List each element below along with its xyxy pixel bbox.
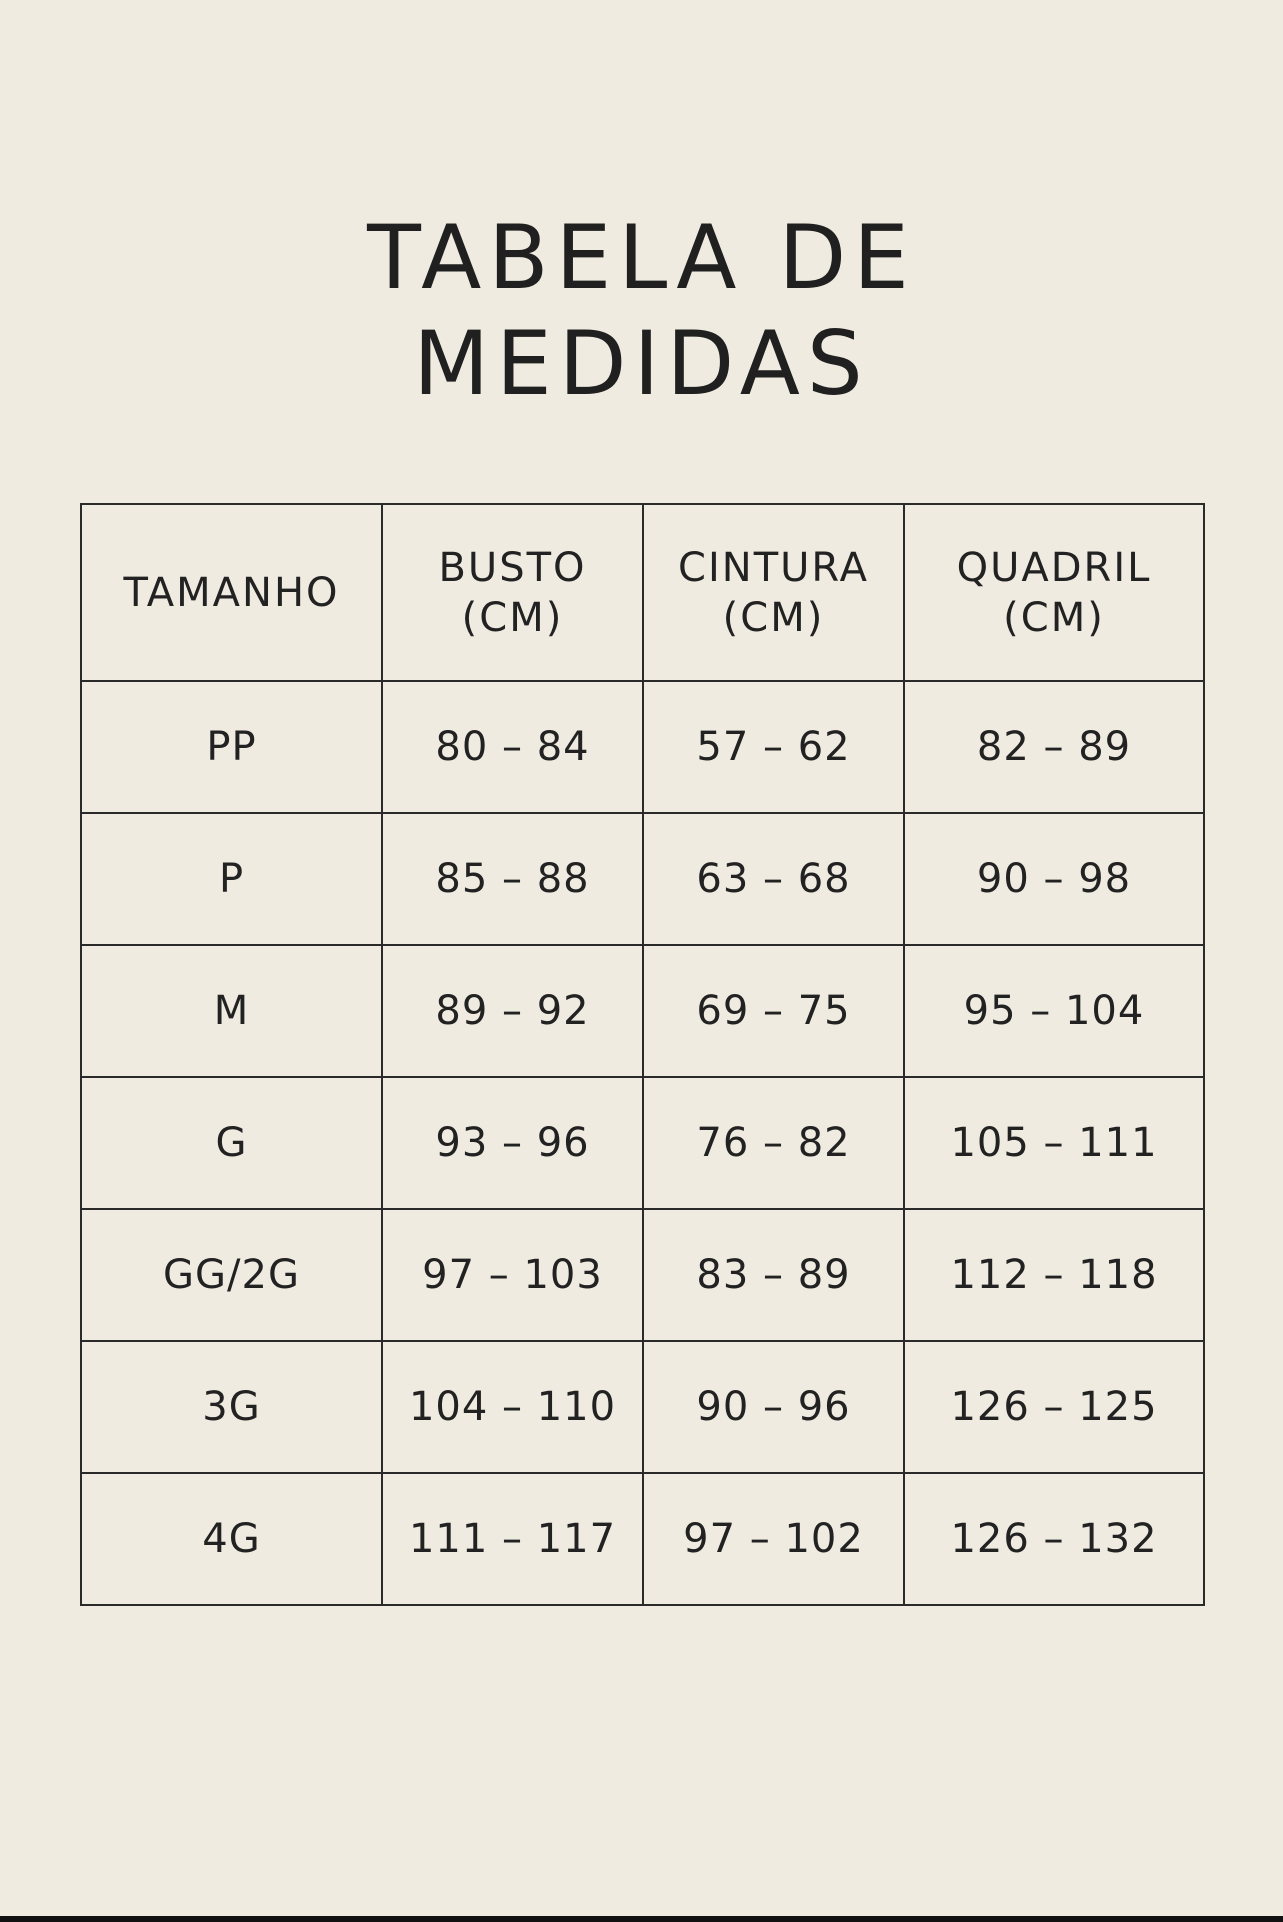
- bust-cell: 85 – 88: [382, 813, 643, 945]
- size-cell: PP: [81, 681, 382, 813]
- hip-cell: 112 – 118: [904, 1209, 1204, 1341]
- page-title-line-1: TABELA DE: [367, 206, 916, 309]
- hip-cell: 95 – 104: [904, 945, 1204, 1077]
- hip-cell: 105 – 111: [904, 1077, 1204, 1209]
- waist-cell: 63 – 68: [643, 813, 904, 945]
- header-waist-label: CINTURA: [678, 544, 869, 591]
- size-cell: 3G: [81, 1341, 382, 1473]
- size-cell: 4G: [81, 1473, 382, 1605]
- header-hip-label: QUADRIL: [956, 544, 1152, 591]
- waist-cell: 90 – 96: [643, 1341, 904, 1473]
- bust-cell: 80 – 84: [382, 681, 643, 813]
- hip-cell: 82 – 89: [904, 681, 1204, 813]
- size-cell: P: [81, 813, 382, 945]
- bust-cell: 89 – 92: [382, 945, 643, 1077]
- header-bust-label: BUSTO: [438, 544, 587, 591]
- waist-cell: 97 – 102: [643, 1473, 904, 1605]
- header-waist-unit: (CM): [722, 594, 825, 641]
- size-cell: G: [81, 1077, 382, 1209]
- waist-cell: 69 – 75: [643, 945, 904, 1077]
- table-row: [81, 813, 1204, 945]
- header-hip-unit: (CM): [1003, 594, 1105, 641]
- size-table: [80, 503, 1205, 1606]
- header-size-label: TAMANHO: [123, 569, 340, 616]
- table-row: [81, 945, 1204, 1077]
- header-bust: [382, 504, 643, 681]
- header-size: [81, 504, 382, 681]
- header-hip: [904, 504, 1204, 681]
- bust-cell: 93 – 96: [382, 1077, 643, 1209]
- header-row: [81, 504, 1204, 681]
- hip-cell: 126 – 125: [904, 1341, 1204, 1473]
- bottom-divider: [0, 1916, 1283, 1922]
- hip-cell: 90 – 98: [904, 813, 1204, 945]
- table-row: [81, 1209, 1204, 1341]
- table-row: [81, 1077, 1204, 1209]
- bust-cell: 111 – 117: [382, 1473, 643, 1605]
- waist-cell: 57 – 62: [643, 681, 904, 813]
- table-row: [81, 1341, 1204, 1473]
- page-title-line-2: MEDIDAS: [413, 312, 870, 415]
- table-row: [81, 681, 1204, 813]
- hip-cell: 126 – 132: [904, 1473, 1204, 1605]
- header-bust-unit: (CM): [461, 594, 564, 641]
- header-waist: [643, 504, 904, 681]
- waist-cell: 76 – 82: [643, 1077, 904, 1209]
- table-row: [81, 1473, 1204, 1605]
- waist-cell: 83 – 89: [643, 1209, 904, 1341]
- size-cell: GG/2G: [81, 1209, 382, 1341]
- page-title: [0, 205, 1283, 417]
- bust-cell: 104 – 110: [382, 1341, 643, 1473]
- bust-cell: 97 – 103: [382, 1209, 643, 1341]
- size-cell: M: [81, 945, 382, 1077]
